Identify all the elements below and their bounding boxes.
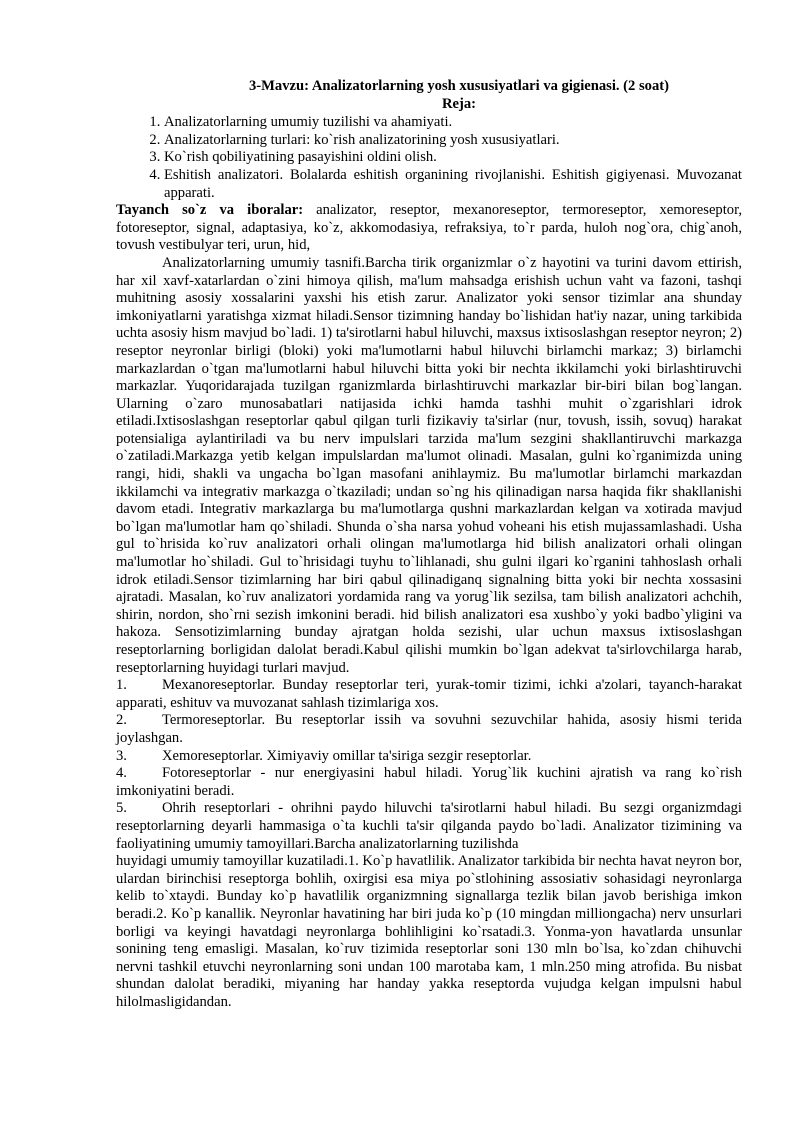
plan-heading: Reja: [441,95,477,112]
plan-item: 4. Eshitish analizatori. Bolalarda eshitish organining rivojlanishi. Eshitish gigiyenasi. Muvozanat apparati. [164,167,742,202]
receptor-item-text: Ohrih reseptorlari - ohrihni paydo hiluvchi ta'sirotlarni habul hiladi. Bu sezgi organizmdagi reseptorlarning deyarli hammasiga o`ta kuchli ta'sir qilganda paydo bo`ladi. Analizator tizimining va faoliyatining umumiy tamoyillari.Barcha analizatorlarning tuzilishda [116,800,742,852]
receptor-item-text: Mexanoreseptorlar. Bunday reseptorlar teri, yurak-tomir tizimi, ichki a'zolari, tayanch-harakat apparati, eshituv va muvozanat sahlash tizimlariga xos. [116,677,742,711]
plan-item: 2. Analizatorlarning turlari: ko`rish analizatorining yosh xususiyatlari. [164,132,742,150]
page-title: 3-Mavzu: Analizatorlarning yosh xususiyatlari va gigienasi. (2 soat) [249,78,669,94]
receptor-item-number: 5. [116,800,127,817]
receptor-item [116,748,742,766]
receptor-item-text: Xemoreseptorlar. Ximiyaviy omillar ta'siriga sezgir reseptorlar. [162,747,532,764]
receptor-item-text: Fotoreseptorlar - nur energiyasini habul hiladi. Yorug`lik kuchini ajratish va rang ko`rish imkoniyatini beradi. [116,765,742,799]
receptor-item-number: 3. [116,747,127,764]
plan-item: 3. Ko`rish qobiliyatining pasayishini oldini olish. [164,149,742,167]
plan-item: 1. Analizatorlarning umumiy tuzilishi va ahamiyati. [164,114,742,132]
document-page [116,78,742,1011]
main-paragraph: Analizatorlarning umumiy tasnifi.Barcha tirik organizmlar o`z hayotini va turini davom ettirish, har xil xavf-xatarlardan o`zini himoya qilish, ma'lum mahsadga erishish uchun vaht va fazoni, tashqi muhitning asosiy xossalarini yaxshi his etish zarur. Analizator yoki sensor tizimlar ana shunday imkoniyatlarni yaratishga xizmat hiladi.Sensor tizimning handay bo`lishidan hat'iy nazar, uning tarkibida uchta asosiy hism mavjud bo`ladi. 1) ta'sirotlarni habul hiluvchi, maxsus ixtisoslashgan reseptor neyron; 2) reseptor neyronlar birligi (bloki) yoki ma'lumotlarni habul hiluvchi birlamchi markaz; 3) birlamchi markazlardan o`tgan ma'lumotlarni habul hiluvchi bitta yoki bir nechta ikkilamchi yoki birlashtiruvchi markazlar. Yuqoridarajada tuzilgan rganizmlarda birlashtiruvchi markazlar bir-biri bilan bog`langan. Ularning o`zaro munosabatlari natijasida ichki hamda tashhi muhit o`zgarishlari idrok etiladi.Ixtisoslashgan reseptorlar qabul qilgan turli fizikaviy ta'sirlar (nur, tovush, issih, sovuq) harakat potensialiga aylantiriladi va bu nerv impulslari tarzida ma'lum sezgini shakllantiruvchi markazga o`zatiladi.Markazga yetib kelgan impulslardan ma'lumot olinadi. Masalan, gulni ko`rganimizda uning rangi, hidi, shakli va ungacha bo`lgan masofani anihlaymiz. Bu ma'lumotlar birlamchi markazdan ikkilamchi va integrativ markazga o`tkaziladi; undan so`ng his qilinadigan narsa haqida fikr shakllanishi davom etadi. Integrativ markazlarga bu ma'lumotlarga qushni markazlardan kelgan va xotirada mavjud bo`lgan ma'lumotlar ham qo`shiladi. Shunda o`sha narsa yohud voheani his etish mujassamlashadi. Usha gul to`hrisida ko`ruv analizatori orhali olingan ma'lumotlarga hid bilish analizatori orhali olingan ma'lumotlar ho`shiladi. Gul to`hrisidagi tuyhu to`lihlanadi, shu gulni ilgari ko`rganini tahhoslash orhali idrok etiladi.Sensor tizimlarning har biri qabul qilinadiganq signalning bitta yoki bir nechta xossasini ajratadi. Masalan, ko`ruv analizatori yordamida rang va yorug`lik sezilsa, tam bilish analizatori achchih, shirin, nordon, sho`rni sezish imkonini beradi. hid bilish analizatori esa xushbo`y yoki badbo`yligini va hakoza. Sensotizimlarning bunday ajratgan holda sezishi, ular uchun maxsus ixtisoslashgan reseptorlarning borligidan dalolat beradi.Kabul qilishi mumkin bo`lgan adekvat ta'sirlovchilarga harab, reseptorlarning huyidagi turlari mavjud. [116,254,742,676]
receptor-item-number: 4. [116,765,127,782]
receptor-item [116,712,742,747]
receptor-item [116,765,742,800]
receptor-item-number: 1. [116,677,127,694]
principles-paragraph: huyidagi umumiy tamoyillar kuzatiladi.1. Ko`p havatlilik. Analizator tarkibida bir nechta havat neyron bor, ulardan birinchisi reseptorga bohlih, oxirgisi esa miya po`stlohining assosiativ sohasidagi neyronlarga kelib to`xtaydi. Bunday ko`p havatlilik organizmning signallarga tezlik bilan javob berishiga imkon beradi.2. Ko`p kanallik. Neyronlar havatining har biri juda ko`p (10 mingdan milliongacha) nerv unsurlari borligi va keyingi havatdagi neyronlarga bohlihligini ko`rsatadi.3. Yonma-yon havatlarda unsunlar sonining teng emasligi. Masalan, ko`ruv tizimida reseptorlar soni 130 mln bo`lsa, ko`zdan chihuvchi nervni tashkil etuvchi neyronlarning soni undan 100 marotaba kam, 1 mln.250 ming atrofida. Bu nisbat shundan dalolat beradiki, miyaning har handay yakka reseptorda vujudga kelgan impulsni habul hilolmasligidandan. [116,853,742,1010]
receptor-list [116,677,742,853]
receptor-item [116,800,742,853]
keywords-paragraph [116,202,742,255]
receptor-item [116,677,742,712]
plan-list [116,114,742,202]
receptor-item-number: 2. [116,712,127,729]
keywords-label: Tayanch so`z va iboralar: [116,202,304,219]
receptor-item-text: Termoreseptorlar. Bu reseptorlar issih va sovuhni sezuvchilar hahida, asosiy hismi terida joylashgan. [116,712,742,746]
keywords-text: analizator, reseptor, mexanoreseptor, termoreseptor, xemoreseptor, fotoreseptor, signal, adaptasiya, ko`z, akkomodasiya, refraksiya, to`r parda, huloh nog`ora, chig`anoh, tovush vestibulyar teri, urun, hid, [116,202,742,254]
